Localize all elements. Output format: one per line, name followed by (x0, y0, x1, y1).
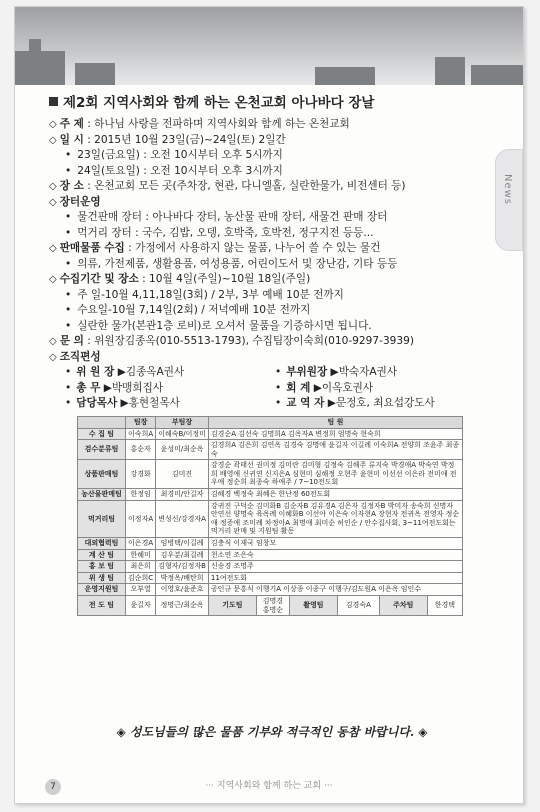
detail-subitem-text: 물건판매 장터 : 아나바다 장터, 농산물 판매 장터, 새물건 판매 장터 (77, 211, 388, 223)
staff-role: 부위원장 (286, 366, 328, 378)
detail-subitem-text: 24일(토요일) : 오전 10시부터 오후 3시까지 (77, 164, 283, 177)
team-leader: 이숙희A (126, 428, 156, 440)
detail-subitem-text: 실란한 물가(본관1층 로비)로 오셔서 물품을 기증하시면 됩니다. (77, 319, 372, 332)
staff-entry (275, 381, 475, 397)
diamond-bullet-icon: ◇ (49, 181, 57, 192)
team-name: 촬영팀 (289, 596, 337, 616)
staff-role: 위 원 장 (76, 366, 115, 378)
team-cell: 윤길자 (126, 596, 156, 616)
team-name: 계 산 팀 (78, 549, 126, 561)
team-subleader: 이해숙B/이정미 (156, 428, 209, 440)
team-leader: 한정임 (126, 489, 156, 501)
detail-item (49, 334, 499, 350)
header-banner-image (15, 7, 523, 85)
detail-subitem-text: 의류, 가전제품, 생활용품, 여성용품, 어린이도서 및 장난감, 기타 등등 (77, 257, 398, 270)
bulletin-page (14, 6, 524, 804)
page-number: 7 (45, 779, 61, 795)
team-name: 검수분류팀 (78, 440, 126, 460)
detail-subitem (49, 148, 499, 164)
detail-item (49, 195, 499, 211)
team-members: 김경희A 김은희 김연옥 김경숙 김명애 윤길자 이길례 이숙희A 전양희 조윤주 최종숙 (208, 440, 462, 460)
staff-name: ▶박숙자A권사 (327, 366, 398, 378)
team-subleader: 김형자/김정자B (156, 561, 209, 573)
detail-item (49, 117, 499, 133)
page-footer: ··· 지역사회와 함께 하는 교회 ··· (205, 781, 333, 791)
detail-value: : 온천교회 모든 곳(주차장, 현관, 다니엘홀, 실란한물가, 비전센터 등) (83, 180, 406, 192)
team-name: 위 생 팀 (78, 572, 126, 584)
team-subleader: 이영호/윤준호 (156, 584, 209, 596)
table-row (78, 500, 463, 537)
table-row (78, 572, 463, 584)
team-name: 먹거리팀 (78, 500, 126, 537)
detail-label: 판매물품 수집 (59, 242, 125, 254)
table-row (78, 561, 463, 573)
article-title-text: 제2회 지역사회와 함께 하는 온천교회 아나바다 장날 (63, 95, 375, 111)
detail-value: : 가정에서 사용하지 않는 물품, 나누어 쓸 수 있는 물건 (124, 242, 381, 254)
column-header (78, 416, 126, 428)
team-members: 김혜경 백정숙 최혜은 한난정 60전도회 (208, 489, 462, 501)
team-cell: 정명근/최순옥 (156, 596, 209, 616)
diamond-bullet-icon: ◇ (49, 243, 57, 254)
staff-role: 교 역 자 (286, 397, 325, 409)
diamond-bullet-icon: ◇ (49, 274, 57, 285)
column-header: 팀장 (126, 416, 156, 428)
team-subleader: 김미진 (156, 460, 209, 489)
team-members: 김충식 이재국 임창모 (208, 538, 462, 550)
detail-label: 수집기간 및 장소 (59, 273, 139, 285)
detail-subitem (49, 210, 499, 226)
team-name: 수 집 팀 (78, 428, 126, 440)
square-bullet-icon (49, 97, 58, 106)
team-name: 대외협력팀 (78, 538, 126, 550)
team-members: 강경순 곽태선 권미정 김미란 김미형 김정숙 김해주 류지숙 박경애A 박숙연 박정희 배영애 신귀연 신지은A 심현미 심해정 오현주 윤현미 이선선 이은라 전미애 전우애 정순희 최종숙 하애주 / 7~10전도회 (208, 460, 462, 489)
column-header: 부팀장 (156, 416, 209, 428)
section-tab[interactable] (495, 149, 523, 251)
detail-item (49, 350, 499, 366)
column-header: 팀 원 (208, 416, 462, 428)
team-leader: 홍순자 (126, 440, 156, 460)
article (49, 91, 499, 616)
detail-subitem (49, 319, 499, 335)
staff-name: ▶홍현철목사 (117, 397, 180, 409)
closing-message: ◈ 성도님들의 많은 물품 기부와 적극적인 동참 바랍니다. ◈ (116, 725, 428, 739)
detail-item (49, 133, 499, 149)
team-members: 11여전도회 (208, 572, 462, 584)
team-name: 주차팀 (379, 596, 427, 616)
detail-value: : 하나님 사랑을 전파하며 지역사회와 함께 하는 온천교회 (83, 118, 350, 130)
diamond-bullet-icon: ◇ (49, 351, 57, 363)
staff-name: ▶김종옥A권사 (114, 366, 185, 378)
staff-entry (65, 396, 275, 412)
staff-entry (275, 365, 475, 381)
team-leader: 이정자A (126, 500, 156, 537)
team-name: 농산물판매팀 (78, 489, 126, 501)
staff-entry (65, 381, 275, 397)
detail-subitem (49, 303, 499, 319)
team-leader: 한혜미 (126, 549, 156, 561)
detail-label: 주 제 (59, 118, 84, 130)
team-leader: 이은경A (126, 538, 156, 550)
detail-label: 장 소 (59, 180, 84, 192)
detail-subitem (49, 288, 499, 304)
table-row (78, 584, 463, 596)
detail-subitem-text: 23일(금요일) : 오전 10시부터 오후 5시까지 (77, 149, 283, 161)
detail-subitem (49, 226, 499, 242)
team-table (77, 416, 463, 617)
table-row (78, 596, 463, 616)
team-table-header (78, 416, 463, 428)
team-subleader: 윤성미/최순옥 (156, 440, 209, 460)
team-name: 홍 보 팀 (78, 561, 126, 573)
table-row (78, 538, 463, 550)
detail-value: : 위원장김종옥(010-5513-1793), 수집팀장이숙희(010-9297-3939) (83, 335, 415, 347)
detail-subitem-text: 수요일-10월 7,14일(2회) / 저녁예배 10분 전까지 (77, 304, 311, 316)
detail-subitem (49, 257, 499, 273)
staff-entry (275, 396, 475, 412)
team-subleader: 최경미/안길자 (156, 489, 209, 501)
team-leader: 최은희 (126, 561, 156, 573)
staff-entry (65, 365, 275, 381)
diamond-bullet-icon: ◇ (49, 119, 57, 130)
team-cell: 한경택 (427, 596, 462, 616)
article-title (49, 91, 499, 111)
detail-label: 조직편성 (59, 350, 101, 363)
team-subleader: 변성신/강경자A (156, 500, 209, 537)
team-subleader: 박정옥/배탄희 (156, 572, 209, 584)
team-members: 천소연 조은숙 (208, 549, 462, 561)
staff-role: 담당목사 (76, 397, 118, 409)
team-leader: 강경화 (126, 460, 156, 489)
team-subleader: 김우분/최길례 (156, 549, 209, 561)
table-row (78, 549, 463, 561)
detail-item (49, 241, 499, 257)
team-name: 상품판매팀 (78, 460, 126, 489)
staff-name: ▶문정호, 최요섭강도사 (324, 397, 435, 409)
detail-subitem-text: 주 일-10월 4,11,18일(3회) / 2부, 3부 예배 10분 전까지 (77, 288, 344, 301)
table-row (78, 440, 463, 460)
team-subleader: 임병택/이길례 (156, 538, 209, 550)
team-leader: 김순희C (126, 572, 156, 584)
detail-subitem-text: 먹거리 장터 : 국수, 김밥, 오뎅, 호박죽, 호박전, 정구지전 등등... (77, 226, 374, 239)
team-leader: 오부열 (126, 584, 156, 596)
detail-item (49, 179, 499, 195)
detail-subitem (49, 164, 499, 180)
detail-label: 일 시 (59, 133, 84, 146)
table-row (78, 428, 463, 440)
detail-label: 장터운영 (59, 195, 101, 208)
team-name: 전 도 팀 (78, 596, 126, 616)
team-members: 김경순A 김선숙 김명희A 김옥자A 변정희 엄명숙 현숙희 (208, 428, 462, 440)
staff-role: 총 무 (76, 381, 101, 394)
team-cell: 김명경 홍명순 (256, 596, 289, 616)
staff-name: ▶이옥호권사 (310, 381, 374, 394)
detail-item (49, 272, 499, 288)
team-members: 강귀진 구덕순 김미화B 김순자B 김유경A 김은자 김정자B 박미자 송숙희 신명자 안연선 양명숙 육옥례 이혜화B 이선아 이은숙 이자현A 장현자 전귀옥 전영자 정순애 정증애 조미례 차정아A 최명애 최미순 허인순 / 안수집사회, 3~11여전도회는 먹거리 판매 및 지원팀 활동 (208, 500, 462, 537)
event-details (49, 117, 499, 365)
team-members: 공인규 문흥식 이행기A 이상종 이종구 이행구/김도원A 이은옥 임인수 (208, 584, 462, 596)
detail-value: : 10월 4일(주일)~10월 18일(주일) (138, 273, 311, 285)
team-cell: 김경숙A (337, 596, 379, 616)
team-name: 운영지원팀 (78, 584, 126, 596)
staff-name: ▶박맹희집사 (100, 381, 164, 394)
organization-staff (49, 365, 499, 412)
detail-value: : 2015년 10월 23일(금)~24일(토) 2일간 (83, 133, 286, 146)
staff-role: 회 계 (286, 381, 311, 394)
section-tab-label: News (502, 174, 513, 206)
diamond-bullet-icon: ◇ (49, 196, 57, 208)
team-name: 기도팀 (208, 596, 256, 616)
table-row (78, 460, 463, 489)
detail-label: 문 의 (59, 335, 84, 347)
diamond-bullet-icon: ◇ (49, 336, 57, 347)
diamond-bullet-icon: ◇ (49, 134, 57, 146)
table-row (78, 489, 463, 501)
team-members: 신송경 조명주 (208, 561, 462, 573)
